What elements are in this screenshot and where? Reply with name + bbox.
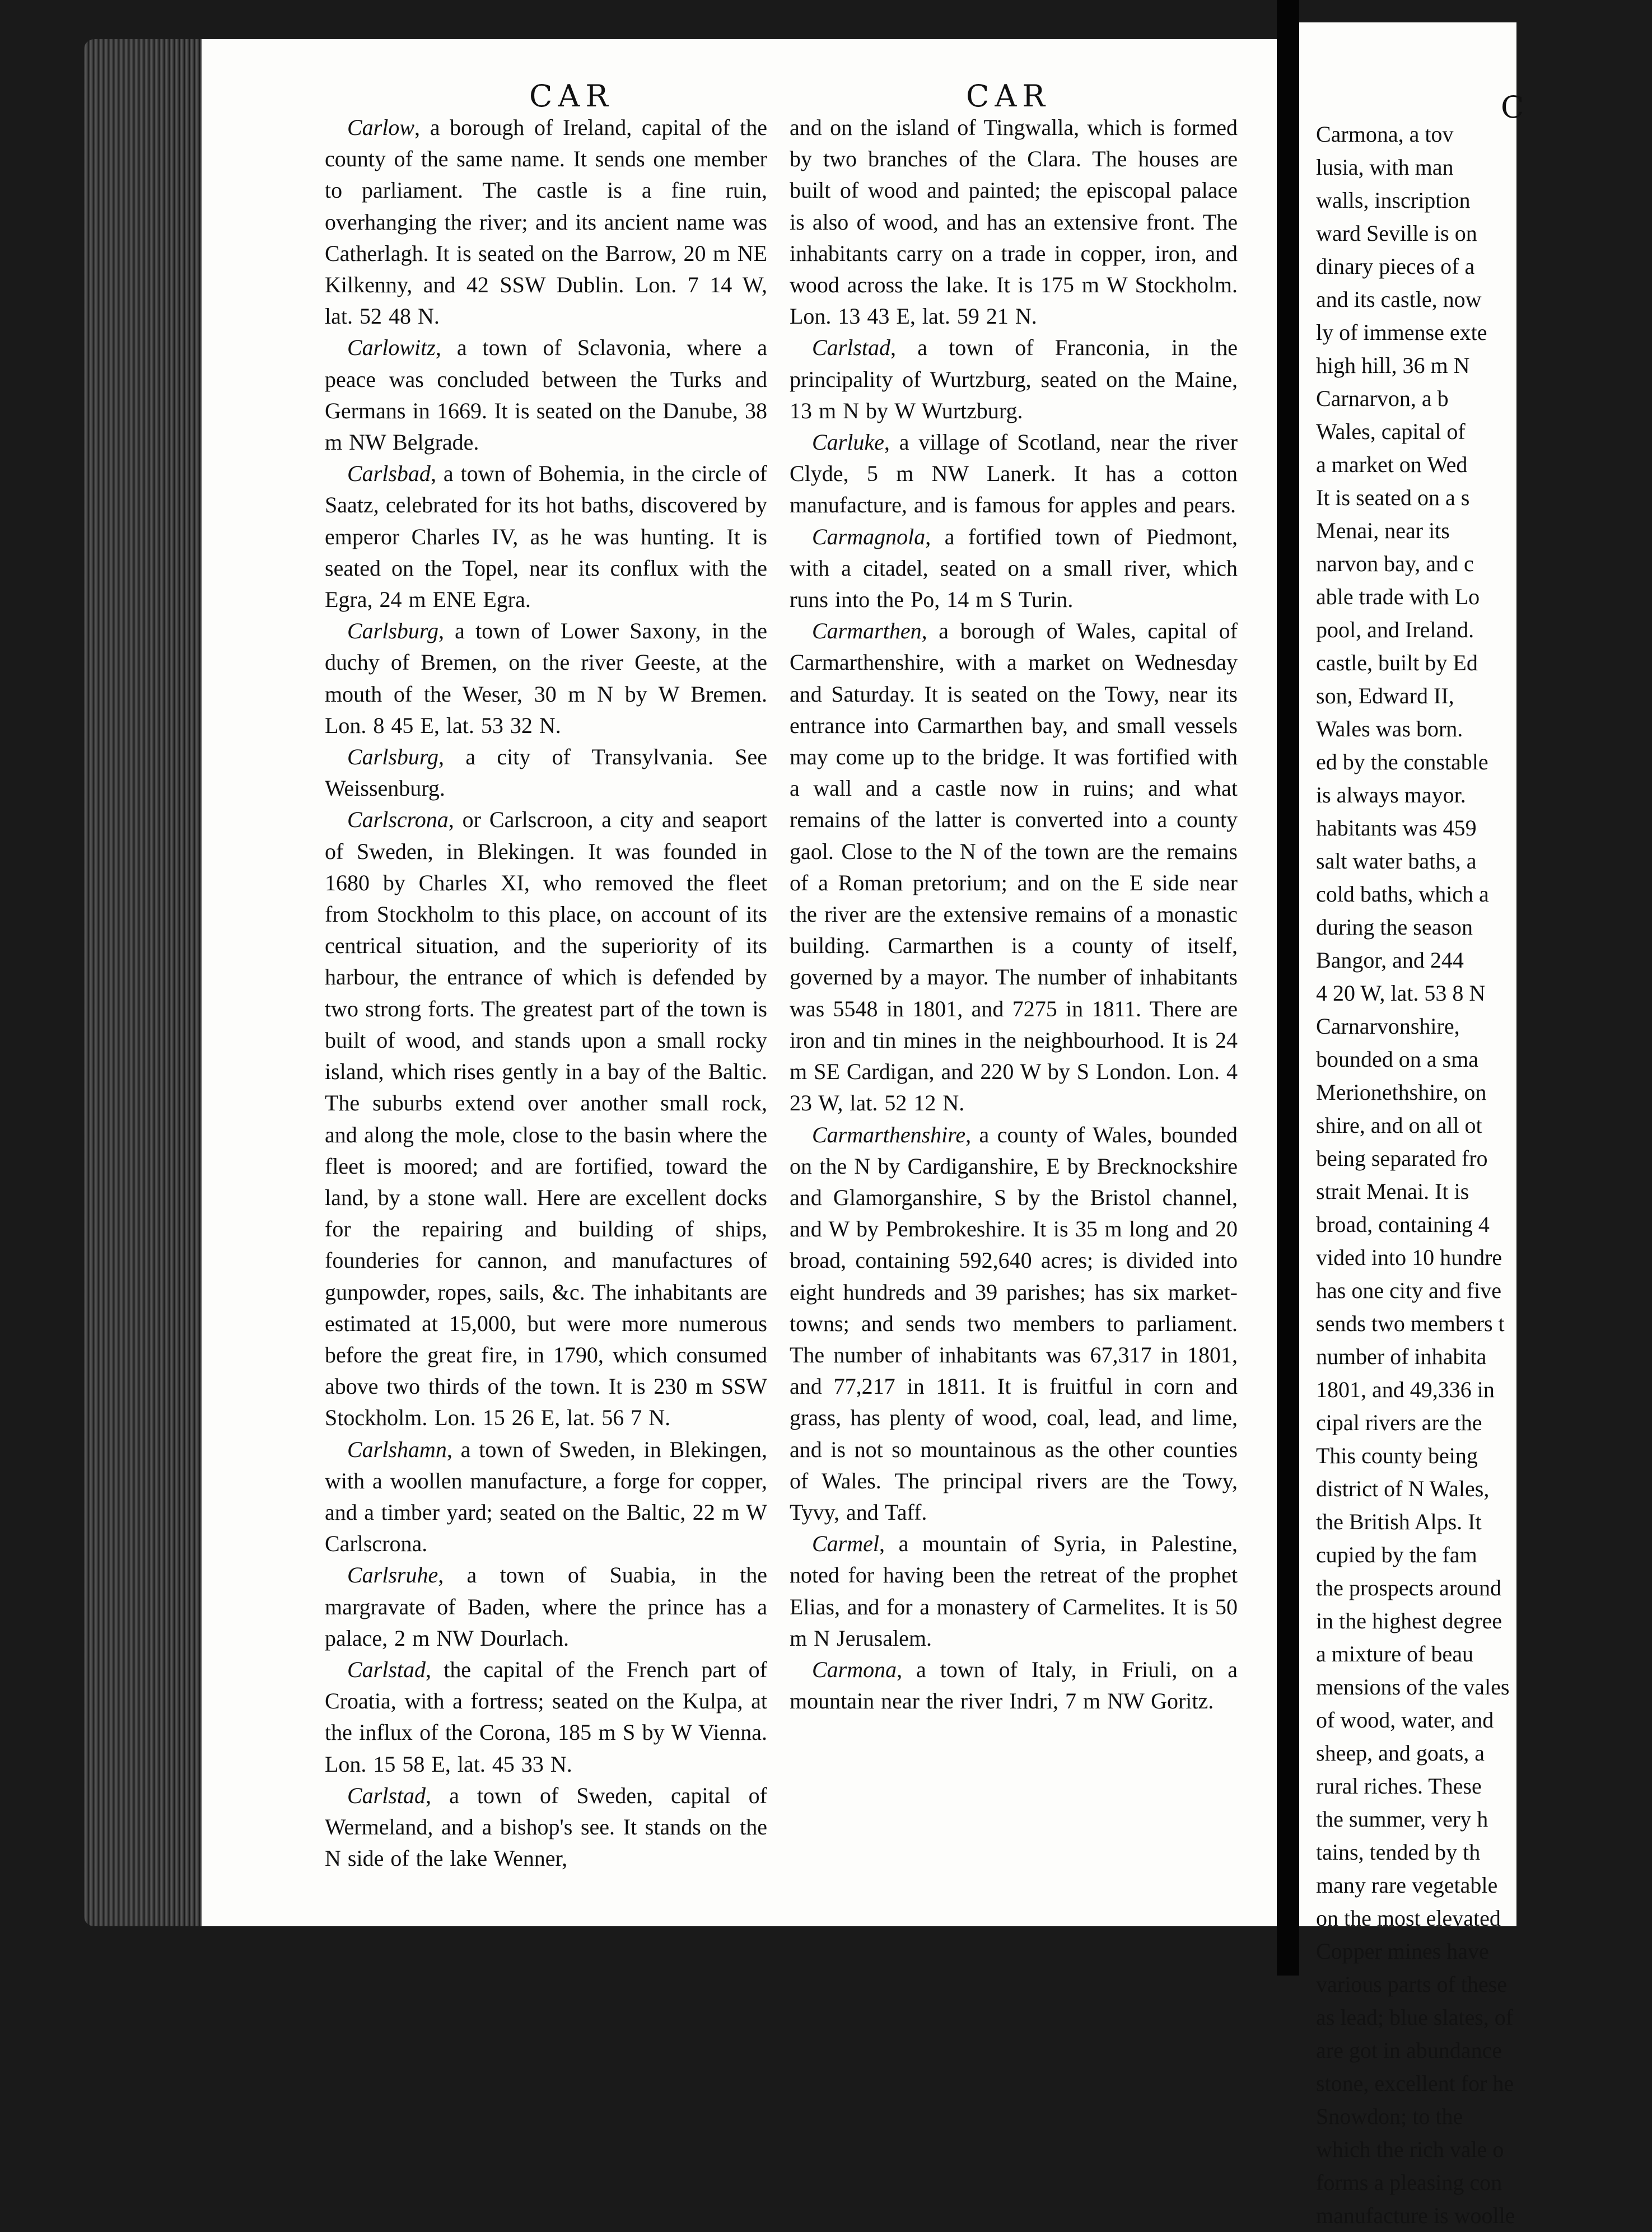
gazetteer-entry xyxy=(790,427,1238,521)
entry-text: , or Carlscroon, a city and seaport of Sweden, in Blekingen. It was founded in 1680 by Charles XI, who removed the fleet from Stockholm to this place, on account of its centrical situation, and the superiority of its harbour, the entrance of which is defended by two strong forts. The greatest part of the town is built of wood, and stands upon a small rocky island, which rises gently in a bay of the Baltic. The suburbs extend over another small rock, and along the mole, close to the basin where the fleet is moored; and are fortified, toward the land, by a stone wall. Here are excellent docks for the repairing and building of ships, founderies for cannon, and manufactures of gunpowder, ropes, sails, &c. The inhabitants are estimated at 15,000, but were more numerous before the great fire, in 1790, which consumed above two thirds of the town. It is 230 m SSW Stockholm. Lon. 15 26 E, lat. 56 7 N. xyxy=(325,807,767,1431)
gazetteer-entry xyxy=(790,1119,1238,1529)
clipped-text-line: Wales was born. xyxy=(1316,716,1463,741)
clipped-text-line: Carnarvonshire, xyxy=(1316,1014,1460,1039)
clipped-text-line: shire, and on all ot xyxy=(1316,1113,1482,1138)
entry-text: , a village of Scotland, near the river Clyde, 5 m NW Lanerk. It has a cotton manufacture, and is famous for apples and pears. xyxy=(790,429,1238,518)
entry-headword: Carlscrona xyxy=(347,807,449,833)
entry-text: , a town of Sweden, capital of Wermeland, and a bishop's see. It stands on the N side of the lake Wenner, xyxy=(325,1782,767,1871)
entry-text: , a borough of Wales, capital of Carmarthenshire, with a market on Wednesday and Saturday. It is seated on the Towy, near its entrance into Carmarthen bay, and small vessels may come up to the bridge. It was fortified with a wall and a castle now in ruins; and what remains of the latter is converted into a county gaol. Close to the N of the town are the remains of a Roman pretorium; and on the E side near the river are the extensive remains of a monastic building. Carmarthen is a county of itself, governed by a mayor. The number of inhabitants was 5548 in 1801, and 7275 in 1811. There are iron and tin mines in the neighbourhood. It is 24 m SE Cardigan, and 220 W by S London. Lon. 4 23 W, lat. 52 12 N. xyxy=(790,618,1238,1116)
gazetteer-entry xyxy=(325,112,767,332)
clipped-text-line: during the season xyxy=(1316,914,1473,940)
clipped-text-line: in the highest degree xyxy=(1316,1608,1502,1633)
entry-headword: Carlsburg xyxy=(347,744,439,770)
clipped-text-line: manufacture is woolle xyxy=(1316,2203,1515,2228)
clipped-text-line: bounded on a sma xyxy=(1316,1047,1478,1072)
clipped-text-line: narvon bay, and c xyxy=(1316,551,1474,576)
clipped-text-line: able trade with Lo xyxy=(1316,584,1480,609)
clipped-text-line: lusia, with man xyxy=(1316,155,1454,180)
entry-text: , the capital of the French part of Croatia, with a fortress; seated on the Kulpa, at the influx of the Corona, 185 m S by W Vienna. Lon. 15 58 E, lat. 45 33 N. xyxy=(325,1656,767,1777)
gazetteer-entry xyxy=(790,521,1238,616)
entry-text: , a city of Transylvania. See Weissenburg. xyxy=(325,744,767,801)
clipped-text-line: sheep, and goats, a xyxy=(1316,1740,1485,1766)
clipped-text-line: cold baths, which a xyxy=(1316,881,1489,907)
entry-text: , a town of Italy, in Friuli, on a mountain near the river Indri, 7 m NW Goritz. xyxy=(790,1656,1238,1714)
clipped-text-line: habitants was 459 xyxy=(1316,815,1477,840)
clipped-text-line: being separated fro xyxy=(1316,1146,1488,1171)
clipped-text-line: and its castle, now xyxy=(1316,287,1482,312)
gazetteer-entry xyxy=(790,1528,1238,1654)
entry-headword: Carlsbad xyxy=(347,461,431,487)
clipped-text-line: 1801, and 49,336 in xyxy=(1316,1377,1495,1402)
clipped-text-line: many rare vegetable xyxy=(1316,1873,1498,1898)
clipped-text-line: Merionethshire, on xyxy=(1316,1080,1487,1105)
clipped-text-line: pool, and Ireland. xyxy=(1316,617,1474,642)
clipped-text-line: high hill, 36 m N xyxy=(1316,353,1470,378)
clipped-text-line: mensions of the vales xyxy=(1316,1674,1510,1699)
entry-headword: Carlowitz xyxy=(347,335,436,361)
clipped-text-line: salt water baths, a xyxy=(1316,848,1477,874)
clipped-text-line: tains, tended by th xyxy=(1316,1839,1481,1865)
gazetteer-entry xyxy=(325,1780,767,1875)
entry-headword: Carlstad xyxy=(347,1656,426,1682)
entry-text: and on the island of Tingwalla, which is formed by two branches of the Clara. The houses are built of wood and painted; the episcopal palace is also of wood, and has an extensive front. The inhabitants carry on a trade in copper, iron, and wood across the lake. It is 175 m W Stockholm. Lon. 13 43 E, lat. 59 21 N. xyxy=(790,115,1238,329)
entry-text: , a town of Lower Saxony, in the duchy of Bremen, on the river Geeste, at the mouth of the Weser, 30 m N by W Bremen. Lon. 8 45 E, lat. 53 32 N. xyxy=(325,618,767,738)
entry-headword: Carmarthen xyxy=(812,618,922,644)
clipped-text-line: various parts of these xyxy=(1316,1972,1508,1997)
entry-headword: Carlshamn xyxy=(347,1436,447,1462)
clipped-text-line: number of inhabita xyxy=(1316,1344,1487,1369)
entry-headword: Carlsruhe xyxy=(347,1562,438,1588)
entry-headword: Carmarthenshire xyxy=(812,1122,966,1147)
book-spine-edge xyxy=(84,39,202,1926)
clipped-text-line: Snowdon; to the xyxy=(1316,2104,1463,2129)
clipped-text-line: sends two members t xyxy=(1316,1311,1505,1336)
entry-text: , a town of Suabia, in the margravate of Baden, where the prince has a palace, 2 m NW Dourlach. xyxy=(325,1562,767,1651)
entry-headword: Carlstad xyxy=(812,335,891,361)
entry-text: , a town of Sclavonia, where a peace was concluded between the Turks and Germans in 1669. It is seated on the Danube, 38 m NW Belgrade. xyxy=(325,335,767,455)
entry-text: , a mountain of Syria, in Palestine, noted for having been the retreat of the prophet Elias, and for a monastery of Carmelites. It is 50 m N Jerusalem. xyxy=(790,1531,1238,1651)
running-header-left: CAR xyxy=(529,78,614,114)
entry-headword: Carmagnola xyxy=(812,524,926,549)
clipped-text-line: district of N Wales, xyxy=(1316,1476,1490,1501)
clipped-text-line: Carmona, a tov xyxy=(1316,122,1454,147)
clipped-text-line: 4 20 W, lat. 53 8 N xyxy=(1316,980,1486,1006)
clipped-text-line: the prospects around xyxy=(1316,1575,1502,1600)
clipped-text-line: Bangor, and 244 xyxy=(1316,947,1464,973)
clipped-text-line: walls, inscription xyxy=(1316,188,1471,213)
clipped-text-line: has one city and five xyxy=(1316,1278,1501,1303)
entry-headword: Carlsburg xyxy=(347,618,439,644)
running-header-next: C xyxy=(1501,90,1530,125)
gazetteer-entry xyxy=(325,1654,767,1780)
clipped-text-line: are got in abundance xyxy=(1316,2038,1502,2063)
gazetteer-entry xyxy=(325,458,767,615)
gazetteer-entry xyxy=(790,1654,1238,1717)
gazetteer-entry xyxy=(325,804,767,1433)
entry-text: , a town of Sweden, in Blekingen, with a woollen manufacture, a forge for copper, and a timber yard; seated on the Baltic, 22 m W Carlscrona. xyxy=(325,1436,767,1557)
text-column-3-clipped xyxy=(1316,118,1652,2232)
clipped-text-line: Copper mines have xyxy=(1316,1939,1489,1964)
clipped-text-line: castle, built by Ed xyxy=(1316,650,1478,675)
clipped-text-line: a mixture of beau xyxy=(1316,1641,1473,1666)
gazetteer-entry xyxy=(790,112,1238,332)
clipped-text-line: a market on Wed xyxy=(1316,452,1468,477)
clipped-text-line: cipal rivers are the xyxy=(1316,1410,1482,1435)
running-header-right: CAR xyxy=(966,78,1051,114)
clipped-text-line: strait Menai. It is xyxy=(1316,1179,1469,1204)
gazetteer-entry xyxy=(325,1434,767,1560)
entry-headword: Carlow xyxy=(347,115,415,140)
gazetteer-entry xyxy=(790,615,1238,1119)
clipped-text-line: vided into 10 hundre xyxy=(1316,1245,1502,1270)
gazetteer-entry xyxy=(790,332,1238,427)
clipped-text-line: It is seated on a s xyxy=(1316,485,1470,510)
clipped-text-line: ward Seville is on xyxy=(1316,221,1477,246)
clipped-text-line: ly of immense exte xyxy=(1316,320,1487,345)
entry-headword: Carluke xyxy=(812,429,884,455)
clipped-text-line: ed by the constable xyxy=(1316,749,1488,774)
entry-headword: Carmona xyxy=(812,1656,897,1682)
text-column-2 xyxy=(790,112,1238,1717)
entry-headword: Carmel xyxy=(812,1531,879,1557)
entry-text: , a town of Franconia, in the principality of Wurtzburg, seated on the Maine, 13 m N by W Wurtzburg. xyxy=(790,335,1238,423)
clipped-text-line: broad, containing 4 xyxy=(1316,1212,1490,1237)
clipped-text-line: the summer, very h xyxy=(1316,1806,1488,1832)
clipped-text-line: is always mayor. xyxy=(1316,782,1466,807)
clipped-text-line: as lead; blue slates, of xyxy=(1316,2005,1514,2030)
clipped-text-line: cupied by the fam xyxy=(1316,1542,1477,1567)
book-gutter xyxy=(1277,0,1299,1976)
entry-headword: Carlstad xyxy=(347,1782,426,1808)
clipped-text-line: stone, excellent for he xyxy=(1316,2071,1514,2096)
gazetteer-entry xyxy=(325,332,767,458)
entry-text: , a fortified town of Piedmont, with a citadel, seated on a small river, which runs into the Po, 14 m S Turin. xyxy=(790,524,1238,613)
clipped-text-line: This county being xyxy=(1316,1443,1478,1468)
clipped-text-line: son, Edward II, xyxy=(1316,683,1454,708)
clipped-text-line: the British Alps. It xyxy=(1316,1509,1482,1534)
entry-text: , a borough of Ireland, capital of the county of the same name. It sends one member to parliament. The castle is a fine ruin, overhanging the river; and its ancient name was Catherlagh. It is seated on the Barrow, 20 m NE Kilkenny, and 42 SSW Dublin. Lon. 7 14 W, lat. 52 48 N. xyxy=(325,115,767,329)
right-page-fragment xyxy=(1299,22,1530,2228)
clipped-text-line: which the rich vale o xyxy=(1316,2137,1504,2162)
clipped-text-line: on the most elevated xyxy=(1316,1906,1501,1931)
gazetteer-entry xyxy=(325,741,767,804)
entry-text: , a county of Wales, bounded on the N by Cardiganshire, E by Brecknockshire and Glamorganshire, S by the Bristol channel, and W by Pembrokeshire. It is 35 m long and 20 broad, containing 592,640 acres; is divided into eight hundreds and 39 parishes; has six market-towns; and sends two members to parliament. The number of inhabitants was 67,317 in 1801, and 77,217 in 1811. It is fruitful in corn and grass, has plenty of wood, coal, lead, and lime, and is not so mountainous as the other counties of Wales. The principal rivers are the Towy, Tyvy, and Taff. xyxy=(790,1122,1238,1525)
clipped-text-line: Carnarvon, a b xyxy=(1316,386,1449,411)
clipped-text-line: Menai, near its xyxy=(1316,518,1450,543)
gazetteer-entry xyxy=(325,615,767,741)
entry-text: , a town of Bohemia, in the circle of Saatz, celebrated for its hot baths, discovered by emperor Charles IV, as he was hunting. It is seated on the Topel, near its conflux with the Egra, 24 m ENE Egra. xyxy=(325,461,767,613)
clipped-text-line: of wood, water, and xyxy=(1316,1707,1494,1733)
clipped-text-line: dinary pieces of a xyxy=(1316,254,1475,279)
gazetteer-entry xyxy=(325,1559,767,1654)
clipped-text-line: Wales, capital of xyxy=(1316,419,1466,444)
clipped-text-line: forms a pleasing con xyxy=(1316,2170,1502,2195)
clipped-text-line: rural riches. These xyxy=(1316,1773,1482,1799)
text-column-1 xyxy=(325,112,767,1874)
